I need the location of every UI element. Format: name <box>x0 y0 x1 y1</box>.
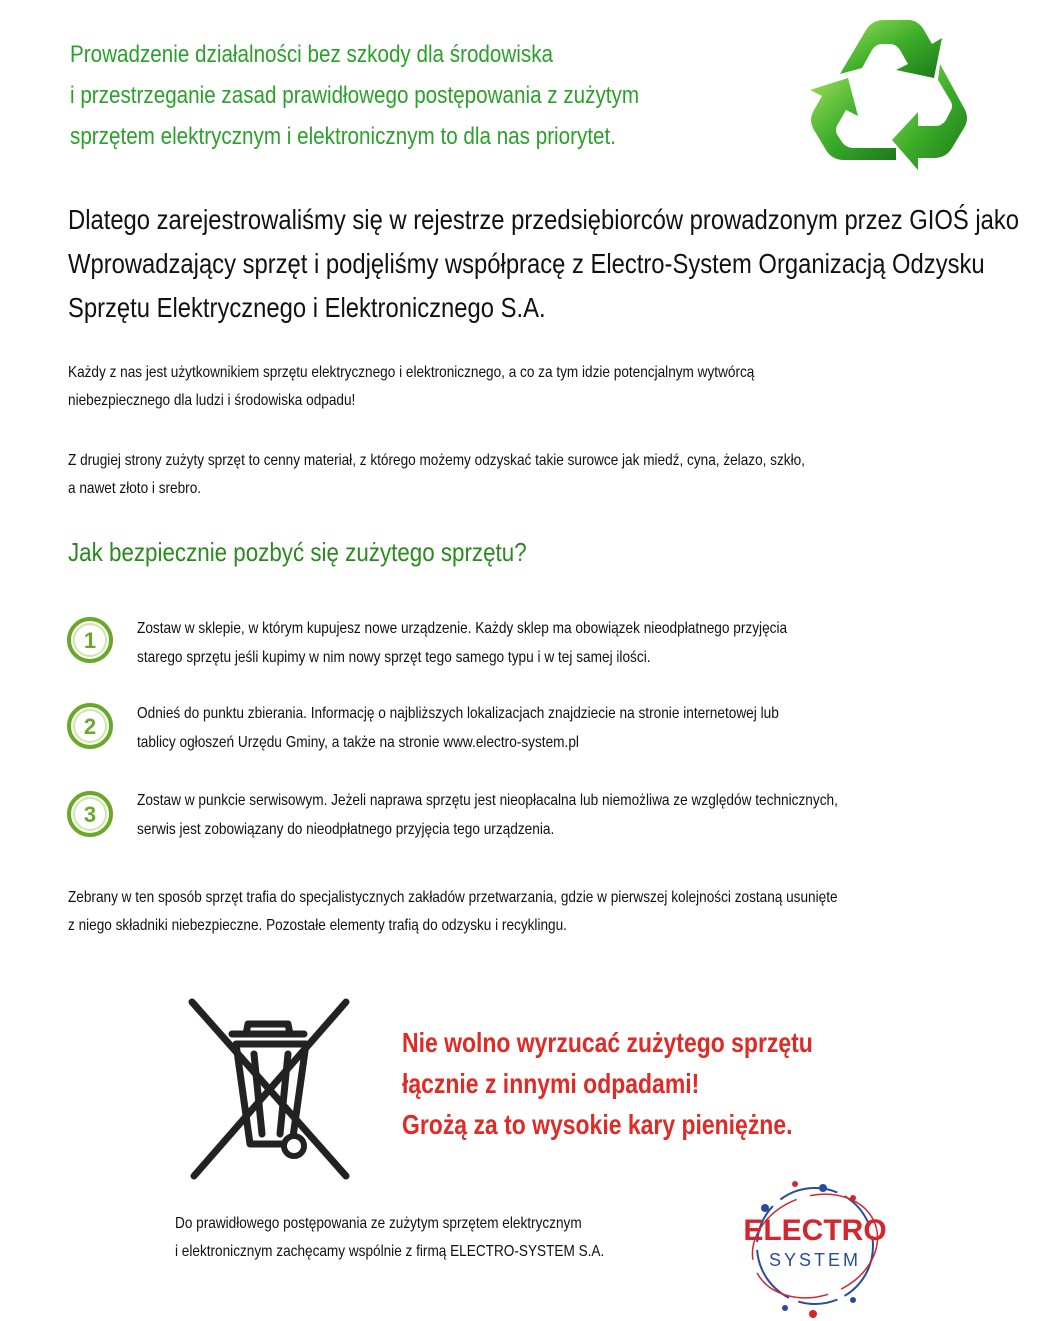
recycle-icon <box>800 12 975 172</box>
lead-line: Wprowadzający sprzęt i podjęliśmy współpracę z Electro-System Organizacją Odzysku <box>68 248 985 279</box>
paragraph-line: z niego składniki niebezpieczne. Pozostałe elementy trafią do odzysku i recyklingu. <box>68 917 567 934</box>
intro-text <box>70 34 672 157</box>
paragraph-line: Każdy z nas jest użytkownikiem sprzętu elektrycznego i elektronicznego, a co za tym idzie potencjalnym wytwórcą <box>68 364 755 381</box>
step-1-text <box>137 614 990 672</box>
lead-paragraph <box>68 198 1020 330</box>
step-line: Zostaw w punkcie serwisowym. Jeżeli naprawa sprzętu jest nieopłacalna lub niemożliwa ze względów technicznych, <box>137 792 838 809</box>
step-line: serwis jest zobowiązany do nieodpłatnego przyjęcia tego urządzenia. <box>137 821 555 838</box>
electro-system-logo <box>735 1168 895 1318</box>
warning-line: Grożą za to wysokie kary pieniężne. <box>402 1109 793 1140</box>
svg-text:3: 3 <box>83 802 97 827</box>
footer-line: Do prawidłowego postępowania ze zużytym sprzętem elektrycznym <box>175 1215 582 1232</box>
warning-line: Nie wolno wyrzucać zużytego sprzętu <box>402 1027 813 1058</box>
svg-text:1: 1 <box>83 628 97 653</box>
section-heading: Jak bezpiecznie pozbyć się zużytego sprzętu? <box>68 537 527 567</box>
paragraph-line: niebezpiecznego dla ludzi i środowiska odpadu! <box>68 392 356 409</box>
paragraph-line: Zebrany w ten sposób sprzęt trafia do specjalistycznych zakładów przetwarzania, gdzie w pierwszej kolejności zostaną usunięte <box>68 889 838 906</box>
step-3-text <box>137 786 990 844</box>
step-number-3-icon <box>67 791 113 837</box>
warning-text <box>402 1022 813 1145</box>
step-line: Odnieś do punktu zbierania. Informację o najbliższych lokalizacjach znajdziecie na stronie internetowej lub <box>137 705 779 722</box>
step-2-text <box>137 699 990 757</box>
intro-line: i przestrzeganie zasad prawidłowego postępowania z zużytym <box>70 82 640 109</box>
paragraph-materials <box>68 447 986 503</box>
crossed-out-wheelie-bin-icon <box>188 996 350 1182</box>
paragraph-line: Z drugiej strony zużyty sprzęt to cenny materiał, z którego możemy odzyskać takie surowce jak miedź, cyna, żelazo, szkło, <box>68 452 805 469</box>
intro-line: sprzętem elektrycznym i elektronicznym to dla nas priorytet. <box>70 123 617 150</box>
lead-line: Sprzętu Elektrycznego i Elektronicznego S.A. <box>68 292 546 323</box>
intro-line: Prowadzenie działalności bez szkody dla środowiska <box>70 41 553 68</box>
logo-word-system: SYSTEM <box>768 1250 862 1270</box>
step-number-2-icon <box>67 703 113 749</box>
step-number-1-icon <box>67 617 113 663</box>
warning-line: łącznie z innymi odpadami! <box>402 1068 700 1099</box>
step-line: Zostaw w sklepie, w którym kupujesz nowe urządzenie. Każdy sklep ma obowiązek nieodpłatnego przyjęcia <box>137 620 788 637</box>
paragraph-processing <box>68 884 986 940</box>
svg-text:2: 2 <box>83 714 97 739</box>
paragraph-user <box>68 359 986 415</box>
lead-line: Dlatego zarejestrowaliśmy się w rejestrze przedsiębiorców prowadzonym przez GIOŚ jako <box>68 204 1020 235</box>
logo-word-electro: ELECTRO <box>743 1214 887 1247</box>
step-line: tablicy ogłoszeń Urzędu Gminy, a także na stronie www.electro-system.pl <box>137 734 579 751</box>
footer-line: i elektronicznym zachęcamy wspólnie z firmą ELECTRO-SYSTEM S.A. <box>175 1243 605 1260</box>
paragraph-line: a nawet złoto i srebro. <box>68 480 202 497</box>
step-line: starego sprzętu jeśli kupimy w nim nowy sprzęt tego samego typu i w tej samej ilości. <box>137 649 651 666</box>
footer-text <box>175 1210 604 1266</box>
